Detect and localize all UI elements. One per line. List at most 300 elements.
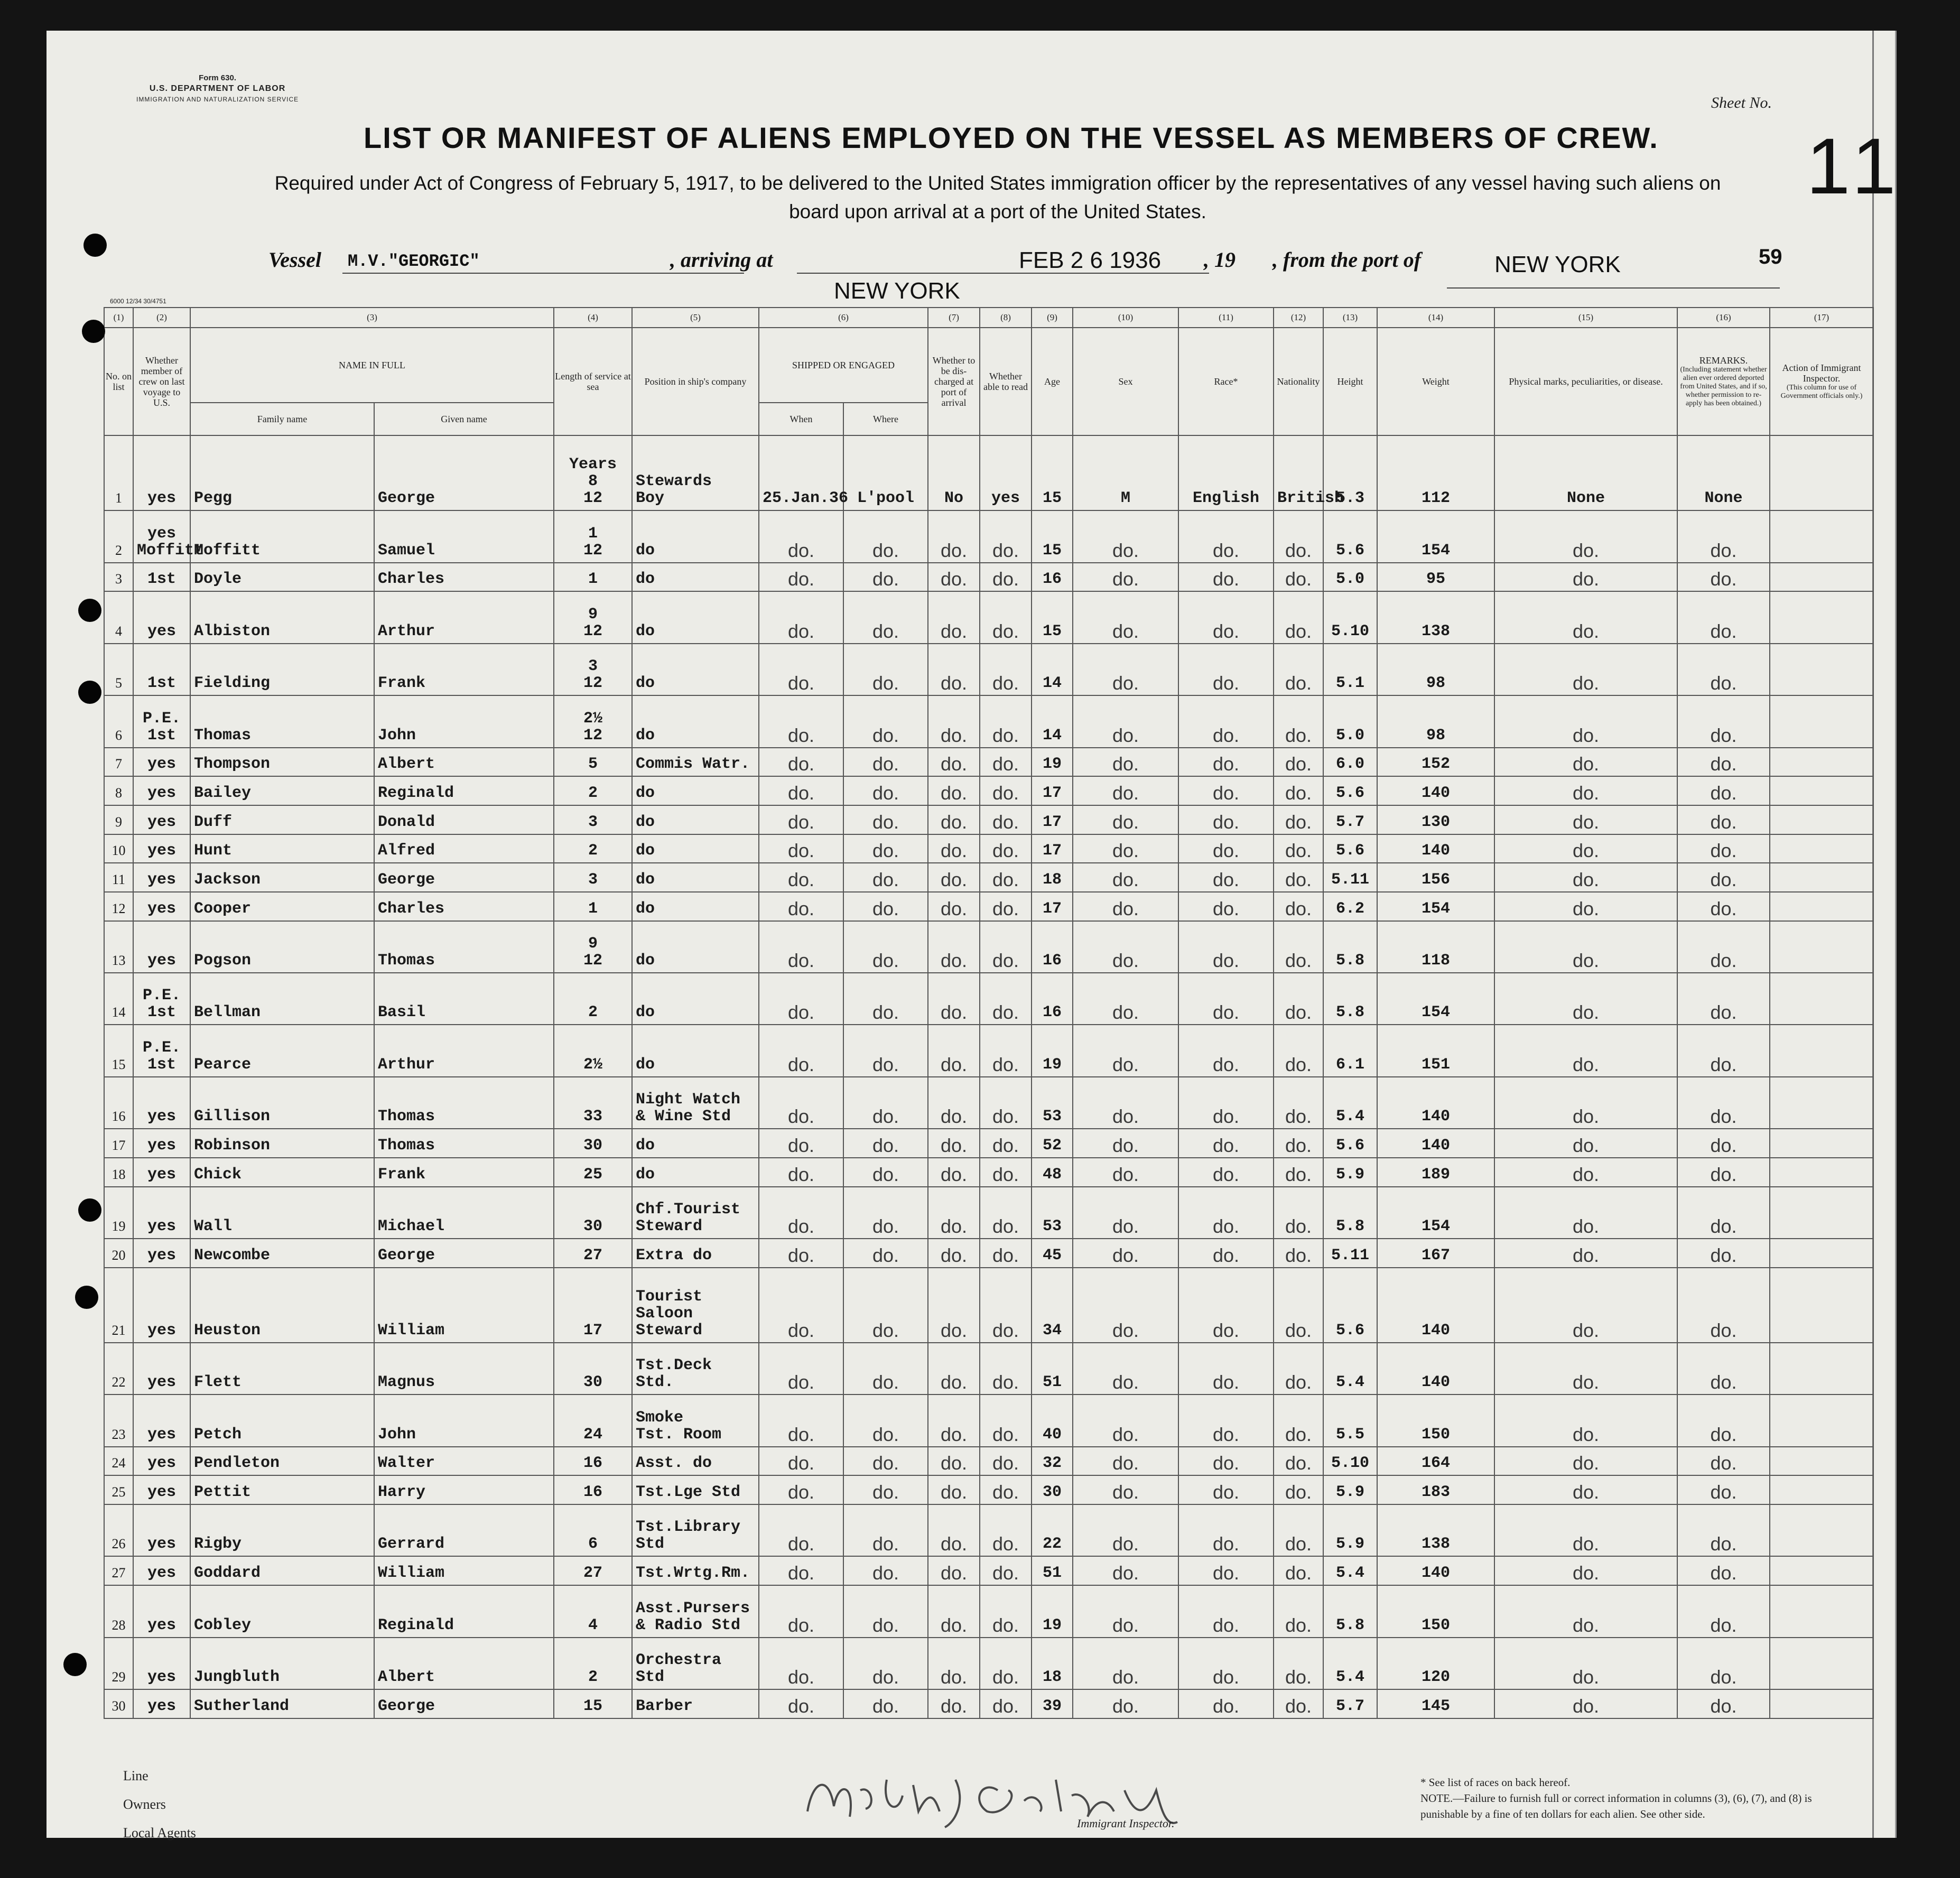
remarks-cell: do. — [1677, 892, 1770, 921]
family-name-cell: Flett — [190, 1343, 374, 1394]
header-action — [1770, 328, 1873, 435]
service-cell: 25 — [554, 1158, 632, 1187]
page-edge — [1872, 31, 1897, 1838]
given-name-cell: Samuel — [374, 510, 554, 562]
able-to-read-cell: do. — [980, 644, 1032, 695]
table-row — [104, 892, 1873, 921]
physical-marks-cell: do. — [1494, 748, 1677, 777]
col-number-7: (7) — [928, 308, 980, 328]
last-voyage-cell: yes — [133, 1077, 190, 1129]
discharged-cell: do. — [928, 644, 980, 695]
shipped-where-cell: do. — [843, 1556, 928, 1585]
row-number: 8 — [104, 776, 133, 805]
last-voyage-cell: yes — [133, 1158, 190, 1187]
shipped-where-cell: do. — [843, 1129, 928, 1158]
physical-marks-cell: do. — [1494, 1343, 1677, 1394]
table-row — [104, 1158, 1873, 1187]
remarks-cell: do. — [1677, 563, 1770, 592]
manifest-sheet — [47, 31, 1903, 1840]
weight-cell: 152 — [1377, 748, 1494, 777]
service-name: IMMIGRATION AND NATURALIZATION SERVICE — [136, 96, 299, 103]
service-cell: 16 — [554, 1447, 632, 1476]
action-cell — [1770, 1077, 1873, 1129]
race-cell: do. — [1178, 921, 1274, 973]
discharged-cell: No — [928, 435, 980, 510]
age-cell: 16 — [1032, 921, 1073, 973]
position-cell: do — [632, 591, 759, 643]
discharged-cell: do. — [928, 863, 980, 892]
header-when: When — [759, 403, 843, 435]
crew-manifest-table — [104, 307, 1874, 1719]
discharged-cell: do. — [928, 1077, 980, 1129]
race-cell: do. — [1178, 695, 1274, 747]
height-cell: 5.4 — [1323, 1343, 1377, 1394]
able-to-read-cell: do. — [980, 776, 1032, 805]
able-to-read-cell: do. — [980, 1158, 1032, 1187]
nationality-cell: do. — [1274, 805, 1323, 834]
sex-cell: do. — [1073, 1556, 1178, 1585]
weight-cell: 138 — [1377, 591, 1494, 643]
position-cell: do — [632, 863, 759, 892]
action-cell — [1770, 1394, 1873, 1446]
family-name-cell: Thomas — [190, 695, 374, 747]
position-cell: do — [632, 644, 759, 695]
table-row — [104, 834, 1873, 863]
position-cell: Chf.Tourist Steward — [632, 1187, 759, 1239]
footnote-races: * See list of races on back hereof. — [1420, 1776, 1571, 1789]
position-cell: Asst.Pursers & Radio Std — [632, 1585, 759, 1637]
physical-marks-cell: do. — [1494, 1187, 1677, 1239]
row-number: 16 — [104, 1077, 133, 1129]
remarks-cell: do. — [1677, 1689, 1770, 1718]
age-cell: 16 — [1032, 563, 1073, 592]
table-row — [104, 591, 1873, 643]
service-cell: 2 — [554, 776, 632, 805]
weight-cell: 140 — [1377, 1343, 1494, 1394]
action-cell — [1770, 1239, 1873, 1268]
given-name-cell: Charles — [374, 892, 554, 921]
binder-hole — [75, 1286, 98, 1309]
given-name-cell: Basil — [374, 973, 554, 1025]
last-voyage-cell: yes — [133, 834, 190, 863]
nationality-cell: do. — [1274, 863, 1323, 892]
race-cell: do. — [1178, 776, 1274, 805]
race-cell: do. — [1178, 510, 1274, 562]
line-label: Line — [123, 1768, 148, 1783]
remarks-cell: do. — [1677, 863, 1770, 892]
last-voyage-cell: yes — [133, 1475, 190, 1504]
row-number: 29 — [104, 1638, 133, 1689]
height-cell: 5.4 — [1323, 1638, 1377, 1689]
physical-marks-cell: None — [1494, 435, 1677, 510]
shipped-where-cell: do. — [843, 921, 928, 973]
service-cell: 3 — [554, 805, 632, 834]
weight-cell: 164 — [1377, 1447, 1494, 1476]
col-number-13: (13) — [1323, 308, 1377, 328]
remarks-cell: do. — [1677, 1025, 1770, 1076]
height-cell: 5.0 — [1323, 563, 1377, 592]
given-name-cell: Albert — [374, 748, 554, 777]
position-cell: do — [632, 695, 759, 747]
age-cell: 14 — [1032, 695, 1073, 747]
weight-cell: 140 — [1377, 1268, 1494, 1343]
last-voyage-cell: yes — [133, 591, 190, 643]
position-cell: Smoke Tst. Room — [632, 1394, 759, 1446]
shipped-where-cell: do. — [843, 973, 928, 1025]
position-cell: do — [632, 1129, 759, 1158]
action-cell — [1770, 776, 1873, 805]
print-code: 6000 12/34 30/4751 — [110, 297, 166, 305]
table-row — [104, 435, 1873, 510]
header-action-note: (This column for use of Government officials only.) — [1780, 384, 1863, 400]
header-shipped-or-engaged: SHIPPED OR ENGAGED — [759, 328, 928, 403]
family-name-cell: Doyle — [190, 563, 374, 592]
service-cell: 5 — [554, 748, 632, 777]
binder-hole — [82, 320, 105, 343]
arriving-label: , arriving at — [670, 248, 773, 272]
age-cell: 15 — [1032, 591, 1073, 643]
col-number-14: (14) — [1377, 308, 1494, 328]
shipped-where-cell: do. — [843, 1447, 928, 1476]
sex-cell: do. — [1073, 892, 1178, 921]
row-number: 19 — [104, 1187, 133, 1239]
race-cell: do. — [1178, 1343, 1274, 1394]
shipped-where-cell: do. — [843, 1504, 928, 1556]
race-cell: do. — [1178, 644, 1274, 695]
given-name-cell: Thomas — [374, 1077, 554, 1129]
arriving-port: NEW YORK — [834, 278, 960, 304]
action-cell — [1770, 591, 1873, 643]
given-name-cell: Magnus — [374, 1343, 554, 1394]
physical-marks-cell: do. — [1494, 1025, 1677, 1076]
height-cell: 5.9 — [1323, 1475, 1377, 1504]
race-cell: do. — [1178, 1239, 1274, 1268]
table-row — [104, 1638, 1873, 1689]
remarks-cell: do. — [1677, 748, 1770, 777]
service-cell: 30 — [554, 1187, 632, 1239]
table-row — [104, 973, 1873, 1025]
age-cell: 53 — [1032, 1077, 1073, 1129]
able-to-read-cell: do. — [980, 1239, 1032, 1268]
table-row — [104, 1689, 1873, 1718]
age-cell: 17 — [1032, 834, 1073, 863]
sex-cell: M — [1073, 435, 1178, 510]
nationality-cell: do. — [1274, 921, 1323, 973]
last-voyage-cell: yes — [133, 1556, 190, 1585]
age-cell: 32 — [1032, 1447, 1073, 1476]
age-cell: 40 — [1032, 1394, 1073, 1446]
age-cell: 18 — [1032, 1638, 1073, 1689]
family-name-cell: Heuston — [190, 1268, 374, 1343]
action-cell — [1770, 1268, 1873, 1343]
table-row — [104, 1475, 1873, 1504]
physical-marks-cell: do. — [1494, 776, 1677, 805]
last-voyage-cell: yes — [133, 1239, 190, 1268]
height-cell: 6.1 — [1323, 1025, 1377, 1076]
action-cell — [1770, 1158, 1873, 1187]
remarks-cell: do. — [1677, 1129, 1770, 1158]
height-cell: 5.3 — [1323, 435, 1377, 510]
physical-marks-cell: do. — [1494, 805, 1677, 834]
service-cell: 4 — [554, 1585, 632, 1637]
row-number: 20 — [104, 1239, 133, 1268]
footnote-note: NOTE.—Failure to furnish full or correct information in columns (3), (6), (7), and (8) is punishable by a fine of ten dollars for each alien. See other side. — [1420, 1792, 1812, 1820]
sex-cell: do. — [1073, 1187, 1178, 1239]
table-row — [104, 921, 1873, 973]
given-name-cell: William — [374, 1556, 554, 1585]
footnote — [1420, 1774, 1843, 1822]
family-name-cell: Bellman — [190, 973, 374, 1025]
height-cell: 5.4 — [1323, 1556, 1377, 1585]
binder-hole — [83, 234, 107, 257]
sex-cell: do. — [1073, 1025, 1178, 1076]
family-name-cell: Robinson — [190, 1129, 374, 1158]
col-number-1: (1) — [104, 308, 133, 328]
row-number: 22 — [104, 1343, 133, 1394]
row-number: 7 — [104, 748, 133, 777]
height-cell: 5.8 — [1323, 921, 1377, 973]
discharged-cell: do. — [928, 973, 980, 1025]
action-cell — [1770, 1475, 1873, 1504]
shipped-where-cell: do. — [843, 563, 928, 592]
manifest-rows — [104, 435, 1873, 1718]
position-cell: do — [632, 892, 759, 921]
binder-hole — [78, 599, 101, 622]
table-row — [104, 1556, 1873, 1585]
sex-cell: do. — [1073, 973, 1178, 1025]
height-cell: 5.6 — [1323, 1268, 1377, 1343]
service-cell: 2½ 12 — [554, 695, 632, 747]
remarks-cell: do. — [1677, 1447, 1770, 1476]
sex-cell: do. — [1073, 510, 1178, 562]
position-cell: Tst.Library Std — [632, 1504, 759, 1556]
sex-cell: do. — [1073, 1343, 1178, 1394]
header-name-in-full: NAME IN FULL — [190, 328, 554, 403]
action-cell — [1770, 1025, 1873, 1076]
row-number: 10 — [104, 834, 133, 863]
physical-marks-cell: do. — [1494, 1556, 1677, 1585]
able-to-read-cell: do. — [980, 1504, 1032, 1556]
action-cell — [1770, 1129, 1873, 1158]
height-cell: 5.8 — [1323, 1585, 1377, 1637]
weight-cell: 167 — [1377, 1239, 1494, 1268]
service-cell: 2 — [554, 1638, 632, 1689]
nationality-cell: do. — [1274, 973, 1323, 1025]
position-cell: Asst. do — [632, 1447, 759, 1476]
sex-cell: do. — [1073, 591, 1178, 643]
race-cell: do. — [1178, 1129, 1274, 1158]
age-cell: 17 — [1032, 776, 1073, 805]
page-title: LIST OR MANIFEST OF ALIENS EMPLOYED ON THE VESSEL AS MEMBERS OF CREW. — [364, 121, 1659, 154]
height-cell: 5.1 — [1323, 644, 1377, 695]
weight-cell: 130 — [1377, 805, 1494, 834]
handwritten-number: 59 — [1759, 245, 1782, 268]
row-number: 3 — [104, 563, 133, 592]
nationality-cell: do. — [1274, 1187, 1323, 1239]
remarks-cell: do. — [1677, 695, 1770, 747]
nationality-cell: do. — [1274, 1077, 1323, 1129]
sex-cell: do. — [1073, 1447, 1178, 1476]
remarks-cell: do. — [1677, 1585, 1770, 1637]
sex-cell: do. — [1073, 1475, 1178, 1504]
family-name-cell: Cooper — [190, 892, 374, 921]
physical-marks-cell: do. — [1494, 921, 1677, 973]
given-name-cell: Frank — [374, 1158, 554, 1187]
action-cell — [1770, 644, 1873, 695]
discharged-cell: do. — [928, 1556, 980, 1585]
last-voyage-cell: yes — [133, 1394, 190, 1446]
position-cell: do — [632, 834, 759, 863]
height-cell: 5.7 — [1323, 1689, 1377, 1718]
col-number-3: (3) — [190, 308, 554, 328]
last-voyage-cell: yes — [133, 1268, 190, 1343]
table-row — [104, 1504, 1873, 1556]
position-cell: Barber — [632, 1689, 759, 1718]
family-name-cell: Thompson — [190, 748, 374, 777]
position-cell: do — [632, 921, 759, 973]
header-able-to-read: Whether able to read — [980, 328, 1032, 435]
row-number: 13 — [104, 921, 133, 973]
remarks-cell: do. — [1677, 921, 1770, 973]
position-cell: Tourist Saloon Steward — [632, 1268, 759, 1343]
last-voyage-cell: yes — [133, 1585, 190, 1637]
last-voyage-cell: yes — [133, 776, 190, 805]
shipped-when-cell: do. — [759, 834, 843, 863]
service-cell: 9 12 — [554, 921, 632, 973]
physical-marks-cell: do. — [1494, 591, 1677, 643]
row-number: 1 — [104, 435, 133, 510]
remarks-cell: do. — [1677, 776, 1770, 805]
discharged-cell: do. — [928, 1689, 980, 1718]
discharged-cell: do. — [928, 563, 980, 592]
family-name-cell: Chick — [190, 1158, 374, 1187]
col-number-15: (15) — [1494, 308, 1677, 328]
discharged-cell: do. — [928, 1129, 980, 1158]
last-voyage-cell: yes Moffitt — [133, 510, 190, 562]
header-remarks-note: (Including statement whether alien ever ordered deported from United States, and if so, whether permission to re-apply has been obtained.) — [1680, 366, 1767, 407]
nationality-cell: do. — [1274, 1556, 1323, 1585]
service-cell: 1 — [554, 892, 632, 921]
able-to-read-cell: do. — [980, 1268, 1032, 1343]
race-cell: do. — [1178, 1187, 1274, 1239]
discharged-cell: do. — [928, 1239, 980, 1268]
row-number: 17 — [104, 1129, 133, 1158]
able-to-read-cell: do. — [980, 892, 1032, 921]
from-port-label: , from the port of — [1272, 248, 1422, 272]
form-header — [136, 73, 299, 105]
race-cell: do. — [1178, 748, 1274, 777]
header-last-voyage: Whether member of crew on last voyage to U.S. — [133, 328, 190, 435]
row-number: 12 — [104, 892, 133, 921]
physical-marks-cell: do. — [1494, 1268, 1677, 1343]
shipped-when-cell: do. — [759, 1447, 843, 1476]
age-cell: 14 — [1032, 644, 1073, 695]
physical-marks-cell: do. — [1494, 1585, 1677, 1637]
position-cell: do — [632, 1025, 759, 1076]
shipped-when-cell: do. — [759, 921, 843, 973]
local-agents-label: Local Agents — [123, 1825, 196, 1840]
family-name-cell: Bailey — [190, 776, 374, 805]
header-physical-marks: Physical marks, peculiarities, or disease. — [1494, 328, 1677, 435]
sex-cell: do. — [1073, 921, 1178, 973]
shipped-where-cell: L'pool — [843, 435, 928, 510]
family-name-cell: Fielding — [190, 644, 374, 695]
able-to-read-cell: do. — [980, 1343, 1032, 1394]
action-cell — [1770, 1556, 1873, 1585]
service-cell: 16 — [554, 1475, 632, 1504]
header-family-name: Family name — [190, 403, 374, 435]
given-name-cell: Thomas — [374, 921, 554, 973]
action-cell — [1770, 805, 1873, 834]
family-name-cell: Hunt — [190, 834, 374, 863]
shipped-where-cell: do. — [843, 805, 928, 834]
table-row — [104, 1077, 1873, 1129]
sex-cell: do. — [1073, 1077, 1178, 1129]
header-race: Race* — [1178, 328, 1274, 435]
shipped-when-cell: do. — [759, 1158, 843, 1187]
nationality-cell: do. — [1274, 1475, 1323, 1504]
height-cell: 5.0 — [1323, 695, 1377, 747]
position-cell: Stewards Boy — [632, 435, 759, 510]
row-number: 25 — [104, 1475, 133, 1504]
position-cell: Tst.Lge Std — [632, 1475, 759, 1504]
physical-marks-cell: do. — [1494, 1475, 1677, 1504]
discharged-cell: do. — [928, 892, 980, 921]
from-port: NEW YORK — [1494, 252, 1621, 277]
discharged-cell: do. — [928, 776, 980, 805]
able-to-read-cell: do. — [980, 921, 1032, 973]
shipped-when-cell: do. — [759, 563, 843, 592]
physical-marks-cell: do. — [1494, 695, 1677, 747]
shipped-when-cell: do. — [759, 1394, 843, 1446]
given-name-cell: Michael — [374, 1187, 554, 1239]
height-cell: 5.6 — [1323, 1129, 1377, 1158]
shipped-when-cell: do. — [759, 1268, 843, 1343]
shipped-when-cell: do. — [759, 748, 843, 777]
weight-cell: 118 — [1377, 921, 1494, 973]
table-row — [104, 1268, 1873, 1343]
weight-cell: 154 — [1377, 892, 1494, 921]
position-cell: Night Watch & Wine Std — [632, 1077, 759, 1129]
col-number-9: (9) — [1032, 308, 1073, 328]
discharged-cell: do. — [928, 1025, 980, 1076]
table-row — [104, 776, 1873, 805]
shipped-where-cell: do. — [843, 1394, 928, 1446]
family-name-cell: Pearce — [190, 1025, 374, 1076]
position-cell: do — [632, 973, 759, 1025]
position-cell: Commis Watr. — [632, 748, 759, 777]
family-name-cell: Albiston — [190, 591, 374, 643]
height-cell: 5.8 — [1323, 973, 1377, 1025]
nationality-cell: do. — [1274, 1447, 1323, 1476]
remarks-cell: do. — [1677, 1077, 1770, 1129]
header-nationality: Nationality — [1274, 328, 1323, 435]
table-row — [104, 695, 1873, 747]
physical-marks-cell: do. — [1494, 1394, 1677, 1446]
family-name-cell: Duff — [190, 805, 374, 834]
last-voyage-cell: P.E. 1st — [133, 1025, 190, 1076]
service-cell: 30 — [554, 1129, 632, 1158]
page-subtitle: Required under Act of Congress of February 5, 1917, to be delivered to the United States immigration officer by the representatives of any vessel having such aliens on board upon arrival at a port of the United States. — [274, 172, 1721, 222]
nationality-cell: do. — [1274, 1638, 1323, 1689]
remarks-cell: do. — [1677, 973, 1770, 1025]
height-cell: 6.2 — [1323, 892, 1377, 921]
header-remarks-title: REMARKS. — [1699, 355, 1748, 366]
physical-marks-cell: do. — [1494, 973, 1677, 1025]
nationality-cell: do. — [1274, 510, 1323, 562]
row-number: 5 — [104, 644, 133, 695]
given-name-cell: George — [374, 435, 554, 510]
